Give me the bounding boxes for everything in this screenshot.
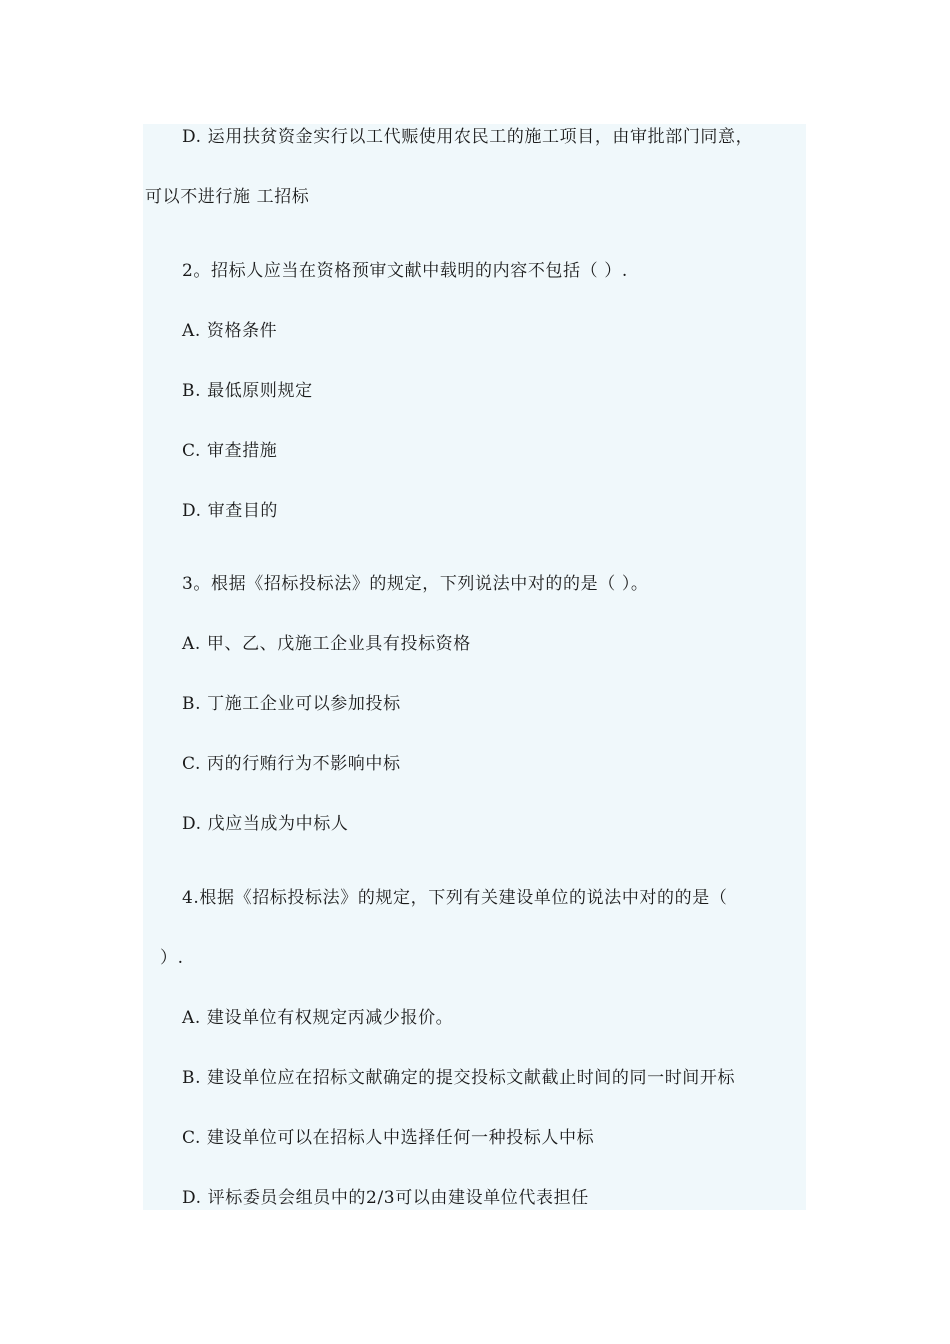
q3-option-a: A. 甲、乙、戊施工企业具有投标资格	[182, 634, 471, 654]
q4-option-d: D. 评标委员会组员中的2/3可以由建设单位代表担任	[182, 1188, 589, 1208]
document-content-panel	[143, 124, 806, 1210]
question-4-stem-line2: ）.	[160, 948, 184, 968]
q2-option-a: A. 资格条件	[182, 321, 278, 341]
q1-option-d-line2: 可以不进行施 工招标	[145, 187, 310, 207]
q2-option-b: B. 最低原则规定	[182, 381, 313, 401]
q3-option-b: B. 丁施工企业可以参加投标	[182, 694, 401, 714]
q4-option-b: B. 建设单位应在招标文献确定的提交投标文献截止时间的同一时间开标	[182, 1068, 736, 1088]
q4-option-a: A. 建设单位有权规定丙减少报价。	[182, 1008, 454, 1028]
question-4-stem-line1: 4.根据《招标投标法》的规定，下列有关建设单位的说法中对的的是（	[182, 888, 728, 908]
q2-option-c: C. 审查措施	[182, 441, 278, 461]
q4-option-c: C. 建设单位可以在招标人中选择任何一种投标人中标	[182, 1128, 595, 1148]
question-3-stem: 3。根据《招标投标法》的规定，下列说法中对的的是（ ）。	[182, 574, 649, 594]
q1-option-d-line1: D. 运用扶贫资金实行以工代赈使用农民工的施工项目，由审批部门同意，	[182, 127, 754, 147]
q3-option-c: C. 丙的行贿行为不影响中标	[182, 754, 401, 774]
q2-option-d: D. 审查目的	[182, 501, 279, 521]
q3-option-d: D. 戊应当成为中标人	[182, 814, 349, 834]
question-2-stem: 2。招标人应当在资格预审文献中载明的内容不包括（ ）.	[182, 261, 628, 281]
